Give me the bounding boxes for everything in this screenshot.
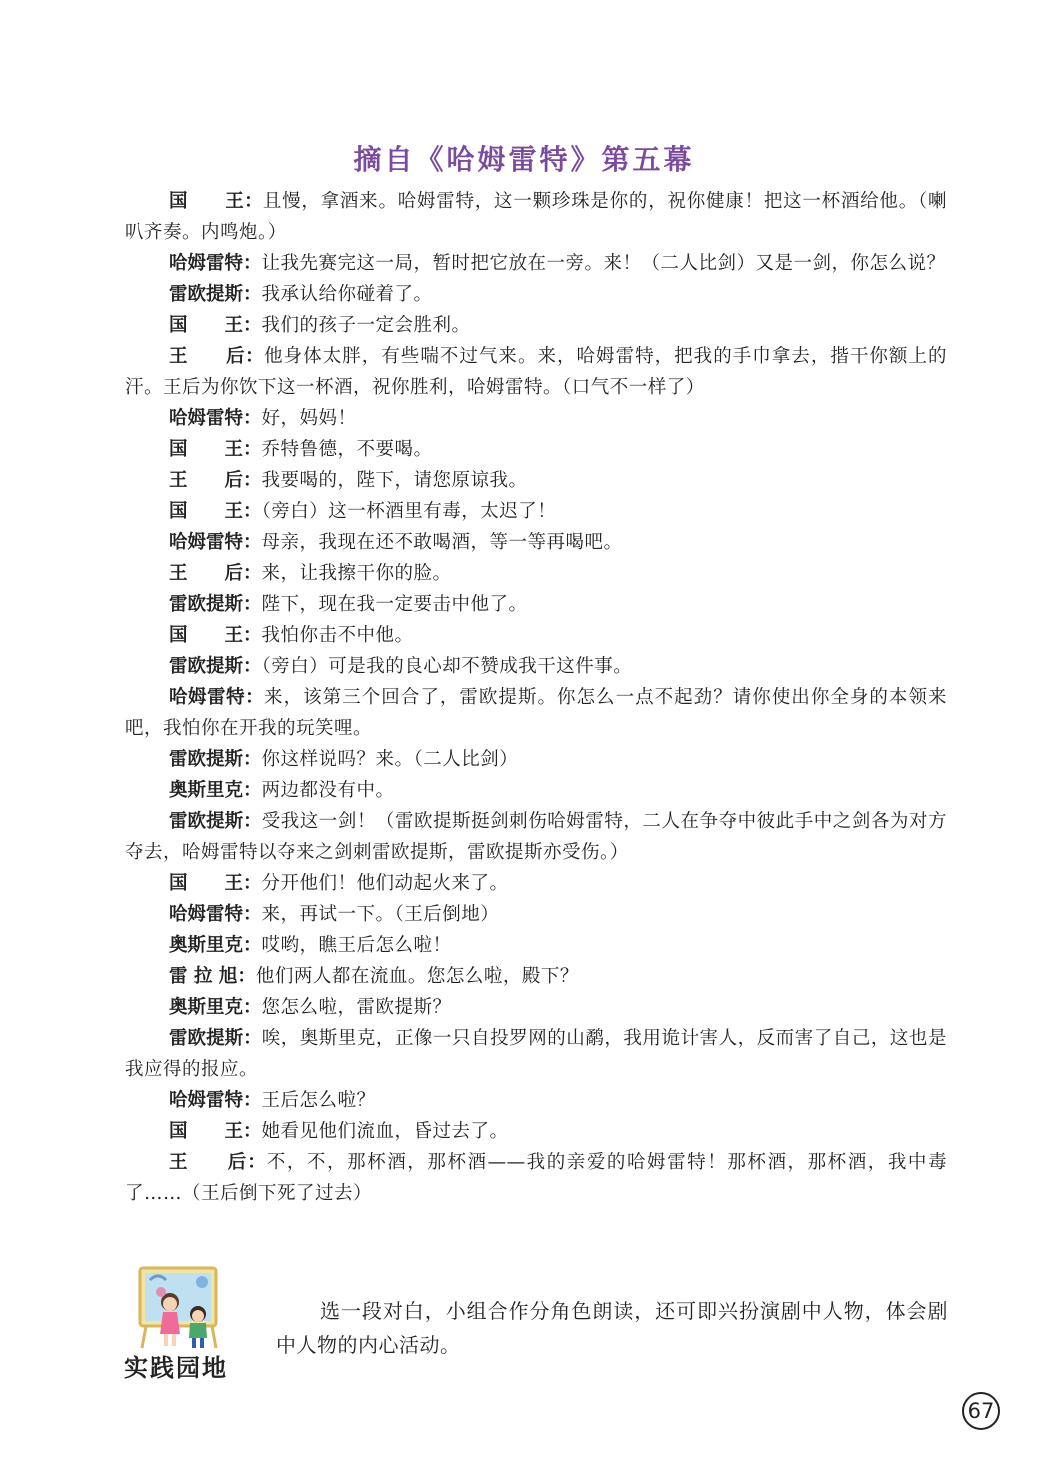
- dialogue-line: [125, 775, 947, 806]
- speaker-name: 王 后：: [169, 1152, 267, 1173]
- speaker-name: 国 王：: [169, 625, 262, 646]
- speaker-name: 雷欧提斯：: [169, 1028, 262, 1049]
- dialogue-text: 您怎么啦，雷欧提斯？: [261, 997, 452, 1018]
- speaker-name: 雷欧提斯：: [169, 749, 262, 770]
- dialogue-text: 分开他们！他们动起火来了。: [261, 873, 509, 894]
- speaker-name: 国 王：: [169, 315, 262, 336]
- dialogue-line: [125, 310, 947, 341]
- speaker-name: 雷欧提斯：: [169, 594, 262, 615]
- dialogue-text: 哎哟，瞧王后怎么啦！: [261, 935, 452, 956]
- speaker-name: 王 后：: [169, 346, 265, 367]
- speaker-name: 国 王：: [169, 191, 263, 212]
- speaker-name: 哈姆雷特：: [169, 687, 265, 708]
- dialogue-text: 他身体太胖，有些喘不过气来。来，哈姆雷特，把我的手巾拿去，揩干你额上的汗。王后为你饮下这一杯酒，祝你胜利，哈姆雷特。（口气不一样了）: [125, 346, 947, 398]
- dialogue-line: [125, 1116, 947, 1147]
- dialogue-text: 唉，奥斯里克，正像一只自投罗网的山鹬，我用诡计害人，反而害了自己，这也是我应得的报应。: [125, 1028, 947, 1080]
- dialogue-line: [125, 558, 947, 589]
- dialogue-line: [125, 1085, 947, 1116]
- dialogue-line: [125, 930, 947, 961]
- speaker-name: 国 王：: [169, 1121, 262, 1142]
- dialogue-text: （旁白）这一杯酒里有毒，太迟了！: [261, 501, 557, 522]
- page-title: 摘自《哈姆雷特》第五幕: [353, 143, 695, 176]
- dialogue-text: 且慢，拿酒来。哈姆雷特，这一颗珍珠是你的，祝你健康！把这一杯酒给他。（喇叭齐奏。内鸣炮。）: [125, 191, 947, 243]
- speaker-name: 雷 拉 旭：: [169, 966, 256, 987]
- dialogue-line: [125, 403, 947, 434]
- dialogue-text: 他们两人都在流血。您怎么啦，殿下？: [255, 966, 579, 987]
- dialogue-line: [125, 961, 947, 992]
- dialogue-text: 王后怎么啦？: [261, 1090, 376, 1111]
- speaker-name: 哈姆雷特：: [169, 253, 262, 274]
- dialogue-line: [125, 341, 947, 403]
- speaker-name: 奥斯里克：: [169, 935, 262, 956]
- speaker-name: 哈姆雷特：: [169, 532, 262, 553]
- dialogue-line: [125, 527, 947, 558]
- dialogue-line: [125, 682, 947, 744]
- dialogue-line: [125, 868, 947, 899]
- speaker-name: 王 后：: [169, 563, 262, 584]
- speaker-name: 国 王：: [169, 501, 262, 522]
- dialogue-text: （旁白）可是我的良心却不赞成我干这件事。: [261, 656, 633, 677]
- dialogue-line: [125, 434, 947, 465]
- speaker-name: 哈姆雷特：: [169, 904, 262, 925]
- dialogue-line: [125, 279, 947, 310]
- speaker-name: 国 王：: [169, 873, 262, 894]
- dialogue-line: [125, 992, 947, 1023]
- dialogue-text: 她看见他们流血，昏过去了。: [261, 1121, 509, 1142]
- dialogue-line: [125, 186, 947, 248]
- dialogue-text: 母亲，我现在还不敢喝酒，等一等再喝吧。: [261, 532, 623, 553]
- speaker-name: 奥斯里克：: [169, 997, 262, 1018]
- dialogue-line: [125, 1147, 947, 1209]
- dialogue-line: [125, 496, 947, 527]
- dialogue: [125, 186, 947, 1209]
- dialogue-text: 我承认给你碰着了。: [261, 284, 433, 305]
- speaker-name: 雷欧提斯：: [169, 811, 262, 832]
- practice-label: 实践园地: [124, 1354, 228, 1382]
- dialogue-line: [125, 465, 947, 496]
- page-number: 67: [962, 1392, 1000, 1430]
- dialogue-text: 乔特鲁德，不要喝。: [261, 439, 433, 460]
- practice-text: 选一段对白，小组合作分角色朗读，还可即兴扮演剧中人物，体会剧中人物的内心活动。: [276, 1299, 948, 1357]
- dialogue-text: 两边都没有中。: [261, 780, 395, 801]
- dialogue-text: 我怕你击不中他。: [261, 625, 414, 646]
- dialogue-text: 好，妈妈！: [261, 408, 357, 429]
- children-reading-board-icon: [132, 1262, 228, 1350]
- dialogue-text: 来，该第三个回合了，雷欧提斯。你怎么一点不起劲？请你使出你全身的本领来吧，我怕你在开我的玩笑哩。: [125, 687, 947, 739]
- dialogue-text: 让我先赛完这一局，暂时把它放在一旁。来！（二人比剑）又是一剑，你怎么说？: [261, 253, 946, 274]
- dialogue-text: 我们的孩子一定会胜利。: [261, 315, 471, 336]
- dialogue-text: 不，不，那杯酒，那杯酒——我的亲爱的哈姆雷特！那杯酒，那杯酒，我中毒了……（王后倒下死了过去）: [125, 1152, 947, 1204]
- speaker-name: 哈姆雷特：: [169, 408, 262, 429]
- dialogue-line: [125, 620, 947, 651]
- dialogue-text: 受我这一剑！（雷欧提斯挺剑刺伤哈姆雷特，二人在争夺中彼此手中之剑各为对方夺去，哈姆雷特以夺来之剑刺雷欧提斯，雷欧提斯亦受伤。）: [125, 811, 947, 863]
- speaker-name: 雷欧提斯：: [169, 284, 262, 305]
- dialogue-line: [125, 1023, 947, 1085]
- dialogue-line: [125, 806, 947, 868]
- dialogue-text: 来，再试一下。（王后倒地）: [261, 904, 500, 925]
- dialogue-text: 来，让我擦干你的脸。: [261, 563, 452, 584]
- dialogue-line: [125, 899, 947, 930]
- dialogue-text: 陛下，现在我一定要击中他了。: [261, 594, 528, 615]
- speaker-name: 奥斯里克：: [169, 780, 262, 801]
- dialogue-line: [125, 248, 947, 279]
- dialogue-text: 你这样说吗？来。（二人比剑）: [261, 749, 519, 770]
- speaker-name: 国 王：: [169, 439, 262, 460]
- dialogue-line: [125, 589, 947, 620]
- dialogue-text: 我要喝的，陛下，请您原谅我。: [261, 470, 528, 491]
- speaker-name: 哈姆雷特：: [169, 1090, 262, 1111]
- speaker-name: 王 后：: [169, 470, 262, 491]
- dialogue-line: [125, 651, 947, 682]
- dialogue-line: [125, 744, 947, 775]
- speaker-name: 雷欧提斯：: [169, 656, 262, 677]
